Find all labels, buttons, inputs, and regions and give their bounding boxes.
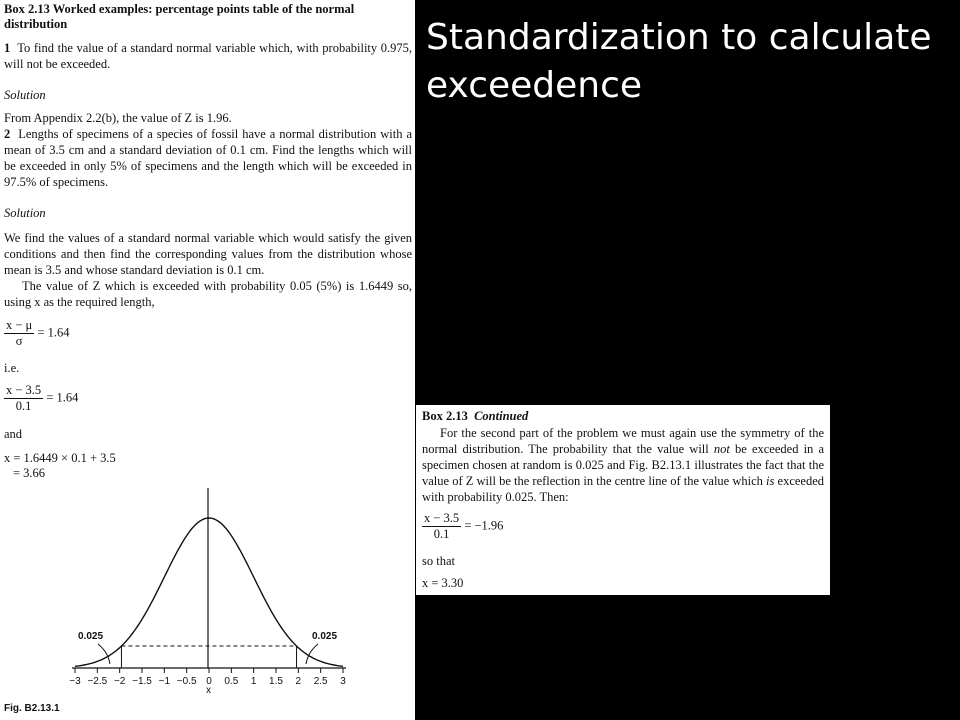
continued-heading: [422, 409, 824, 424]
continued-equation-denominator: 0.1: [433, 527, 450, 541]
equation-1-numerator: x − μ: [6, 318, 33, 332]
equation-2: [4, 383, 412, 414]
equation-1-fraction: [4, 318, 34, 349]
x-tick-label: 2.5: [313, 676, 328, 687]
equation-3-line-2: = 3.66: [13, 466, 46, 480]
x-tick-label: −0.5: [176, 676, 197, 687]
tail-label-left: 0.025: [78, 631, 104, 642]
textbook-page-left: [0, 0, 415, 720]
equation-1-denominator: σ: [15, 334, 23, 348]
continued-text-c: exceeded with probability 0.025. Then:: [422, 474, 825, 504]
equation-2-numerator: x − 3.5: [6, 383, 42, 397]
equation-3-line-1: x = 1.6449 × 0.1 + 3.5: [4, 451, 116, 465]
solution-2-label: Solution: [4, 206, 46, 220]
x-tick-label: 0: [206, 676, 212, 687]
continued-text-not: not: [713, 442, 730, 456]
x-tick-label: 3: [340, 676, 346, 687]
continued-text-b: be exceeded in a specimen chosen at random is 0.025 and Fig. B2.13.1 illustrates the fact that the value of Z will be the reflection in the centre line of the value which: [422, 442, 824, 488]
continued-paragraph: [422, 425, 824, 505]
normal-curve: [75, 518, 343, 666]
solution-2-paragraph-1: We find the values of a standard normal variable which would satisfy the given conditions and then find the corresponding values from the distribution whose mean is 3.5 and whose standard deviation is 0.1 cm.: [4, 231, 412, 277]
continued-box-label: Box 2.13: [422, 409, 468, 423]
x-tick-label: −1.5: [132, 676, 152, 687]
tail-label-right: 0.025: [312, 631, 338, 642]
x-tick-label: −3: [69, 676, 81, 687]
continued-label: Continued: [474, 409, 529, 423]
x-tick-label: 0.5: [224, 676, 239, 687]
x-axis-label: x: [206, 685, 211, 696]
continued-equation-rhs: = −1.96: [464, 518, 504, 533]
continued-equation: [422, 511, 824, 542]
equation-2-fraction: [4, 383, 43, 414]
continued-equation-fraction: [422, 511, 461, 542]
x-tick-label: −1: [158, 676, 171, 687]
normal-distribution-figure: [0, 482, 415, 704]
continued-text-a: For the second part of the problem we must again use the symmetry of the normal distribution. The probability that the value will: [422, 426, 824, 456]
result-text: x = 3.30: [422, 576, 464, 590]
box-label: Box 2.13: [4, 2, 50, 16]
question-1: [4, 40, 412, 72]
x-tick-label: −2.5: [87, 676, 108, 687]
continued-equation-numerator: x − 3.5: [424, 511, 460, 525]
x-tick-label: 1.5: [269, 676, 283, 687]
box-heading: [4, 2, 412, 32]
continued-text-is: is: [766, 474, 775, 488]
equation-2-denominator: 0.1: [15, 399, 32, 413]
question-1-text: To find the value of a standard normal variable which, with probability 0.975, will not be exceeded.: [4, 41, 413, 71]
question-1-number: 1: [4, 41, 11, 55]
equation-1-rhs: = 1.64: [37, 325, 70, 340]
box-title: Worked examples: percentage points table of the normal distribution: [4, 2, 355, 31]
question-2: [4, 126, 412, 190]
tail-pointer-right: [306, 644, 318, 664]
equation-1: [4, 318, 412, 349]
x-tick-label: 2: [295, 676, 302, 687]
equation-2-rhs: = 1.64: [46, 390, 79, 405]
so-that-text: so that: [422, 554, 455, 568]
slide-title: Standardization to calculate exceedence: [426, 17, 932, 106]
question-2-number: 2: [4, 127, 11, 141]
question-2-text: Lengths of specimens of a species of fossil have a normal distribution with a mean of 3.5 cm and a standard deviation of 0.1 cm. Find the lengths which will be exceeded in only 5% of specimens and the length which will be exceeded in 97.5% of specimens.: [4, 127, 413, 189]
solution-1-text: From Appendix 2.2(b), the value of Z is 1.96.: [4, 111, 232, 125]
figure-caption: Fig. B2.13.1: [4, 703, 60, 714]
textbook-page-right: [416, 405, 830, 595]
and-text: and: [4, 427, 23, 441]
solution-2-paragraph-2: The value of Z which is exceeded with probability 0.05 (5%) is 1.6449 so, using x as the required length,: [4, 279, 412, 309]
x-tick-label: 1: [250, 676, 257, 687]
x-tick-label: −2: [113, 676, 126, 687]
ie-text: i.e.: [4, 361, 20, 375]
solution-1-label: Solution: [4, 88, 46, 102]
